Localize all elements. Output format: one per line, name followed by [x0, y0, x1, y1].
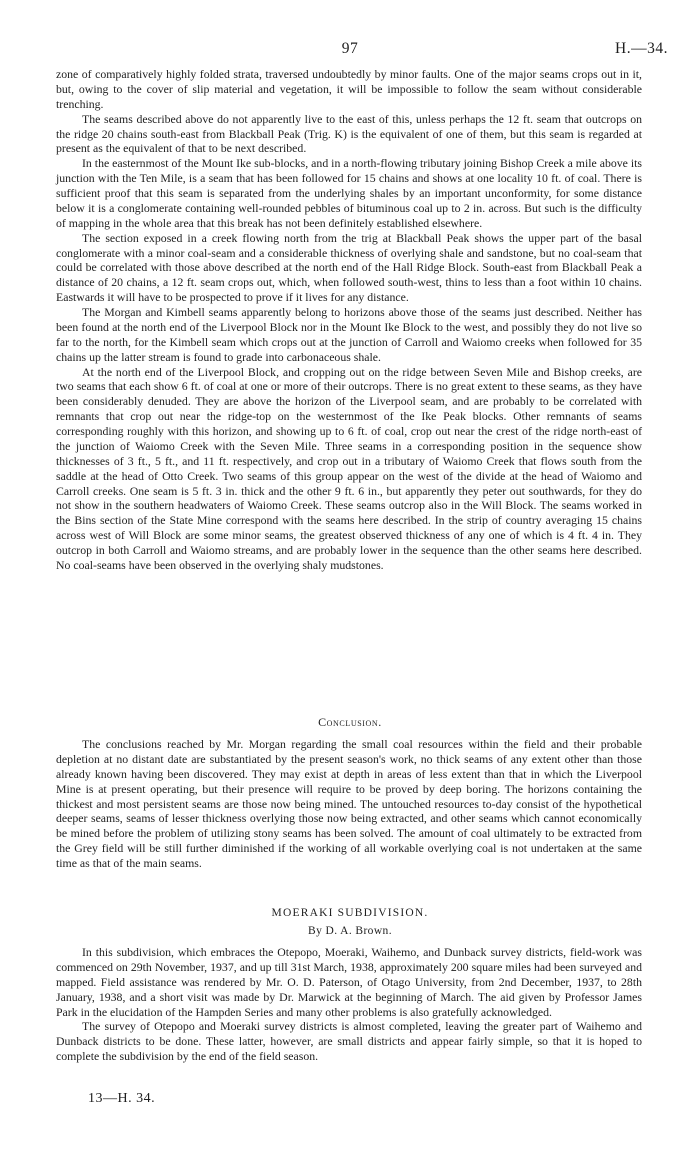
paragraph: In the easternmost of the Mount Ike sub-blocks, and in a north-flowing tributary joining Bishop Creek a mile above its junction with the Ten Mile, is a seam that has been followed for 15 chains and shows at one locality 10 ft. of coal. There is sufficient proof that this seam is separated from the underlying shales by an important unconformity, for some distance below it is a conglomerate containing well-rounded pebbles of bituminous coal up to 2 in. across. But such is the difficulty of mapping in the whole area that this break has not been definitely established elsewhere.: [56, 156, 642, 230]
paragraph: zone of comparatively highly folded strata, traversed undoubtedly by minor faults. One of the major seams crops out in it, but, owing to the cover of slip material and vegetation, it will be impossible to follow the seam without considerable trenching.: [56, 67, 642, 111]
paragraph: The survey of Otepopo and Moeraki survey districts is almost completed, leaving the greater part of Waihemo and Dunback districts to be done. These latter, however, are small districts and appear fairly simple, so that it is hoped to complete the subdivision by the end of the field season.: [56, 1019, 642, 1064]
body-text: [56, 67, 642, 573]
section-author: By D. A. Brown.: [308, 925, 392, 937]
paragraph: The Morgan and Kimbell seams apparently belong to horizons above those of the seams just described. Neither has been found at the north end of the Liverpool Block nor in the Mount Ike Block to the west, and possibly they do not live so far to the north, for the Kimbell seam which crops out at the junction of Carroll and Waiomo creeks when followed for 35 chains up the latter stream is found to grade into carbonaceous shale.: [56, 305, 642, 364]
paragraph: At the north end of the Liverpool Block, and cropping out on the ridge between Seven Mile and Bishop creeks, are two seams that each show 6 ft. of coal at one or more of their outcrops. There is no great extent to these seams, as they have been considerably denuded. They are above the horizon of the Liverpool seam, and are probably to be correlated with remnants that crop out near the ridge-top on the westernmost of the Ike Peak blocks. Other remnants of seams corresponding roughly with this horizon, and showing up to 6 ft. of coal, crop out near the crest of the ridge north-east of the junction of Waiomo Creek with the Seven Mile. Three seams in a corresponding position in the sequence show thicknesses of 3 ft., 5 ft., and 11 ft. respectively, and crop out in a tributary of Waiomo Creek that flows south from the saddle at the head of Otto Creek. Two seams of this group appear on the west of the divide at the head of Waiomo and Carroll creeks. One seam is 5 ft. 3 in. thick and the other 9 ft. 6 in., but apparently they peter out southwards, for they do not show in the southern headwaters of Waiomo Creek. These seams outcrop also in the Will Block. The seams worked in the Bins section of the State Mine correspond with the seams here described. In the strip of country averaging 15 chains across west of Will Block are some minor seams, the greatest observed thickness of any one of which is 4 ft. 4 in. They outcrop in both Carroll and Waiomo streams, and are probably lower in the sequence than the other seams here described. No coal-seams have been observed in the overlying shaly mudstones.: [56, 364, 642, 572]
paragraph: The conclusions reached by Mr. Morgan regarding the small coal resources within the field and their probable depletion at no distant date are substantiated by the present season's work, no thick seams of any extent other than those already known having been discovered. They may exist at depth in areas of less extent than that in which the Liverpool Mine is at present operating, but their presence will require to be proved by deep boring. The horizons containing the thickest and most persistent seams are those now being mined. The untouched resources to-day consist of the hypothetical deeper seams, seams of lesser thickness overlying those now being extracted, and other seams which cannot economically be mined before the problem of utilizing stony seams has been solved. The amount of coal ultimately to be extracted from the Grey field will be still further diminished if the working of all workable overlying coal is not undertaken at the same time as that of the main seams.: [56, 737, 642, 870]
paragraph: The seams described above do not apparently live to the east of this, unless perhaps the 12 ft. seam that outcrops on the ridge 20 chains south-east from Blackball Peak (Trig. K) is the equivalent of one of them, but this seam is regarded at present as the equivalent of that to be next described.: [56, 111, 642, 156]
page-reference: H.—34.: [615, 40, 668, 57]
section-heading: MOERAKI SUBDIVISION.: [271, 907, 429, 919]
conclusion-text: [56, 737, 642, 871]
page-number: 97: [341, 40, 359, 57]
paragraph: In this subdivision, which embraces the Otepopo, Moeraki, Waihemo, and Dunback survey districts, field-work was commenced on 29th November, 1937, and up till 31st March, 1938, approximately 200 square miles had been surveyed and mapped. Field assistance was rendered by Mr. O. D. Paterson, of Otago University, from 2nd December, 1937, to 28th January, 1938, and a short visit was made by Dr. Marwick at the beginning of March. The aid given by Professor James Park in the elucidation of the Hampden Series and many other problems is also gratefully acknowledged.: [56, 945, 642, 1019]
conclusion-heading: Conclusion.: [318, 715, 382, 729]
paragraph: The section exposed in a creek flowing north from the trig at Blackball Peak shows the upper part of the basal conglomerate with a minor coal-seam and a considerable thickness of overlying shale and sandstone, but no coal-seam that could be correlated with those above described at the north end of the Hall Ridge Block. South-east from Blackball Peak a distance of 20 chains, a 12 ft. seam crops out, which, when followed south-west, thins to less than a foot within 10 chains. Eastwards it will have to be prospected to prove if it lives for any distance.: [56, 230, 642, 305]
section-text: [56, 945, 642, 1064]
footer-reference: 13—H. 34.: [88, 1091, 156, 1106]
